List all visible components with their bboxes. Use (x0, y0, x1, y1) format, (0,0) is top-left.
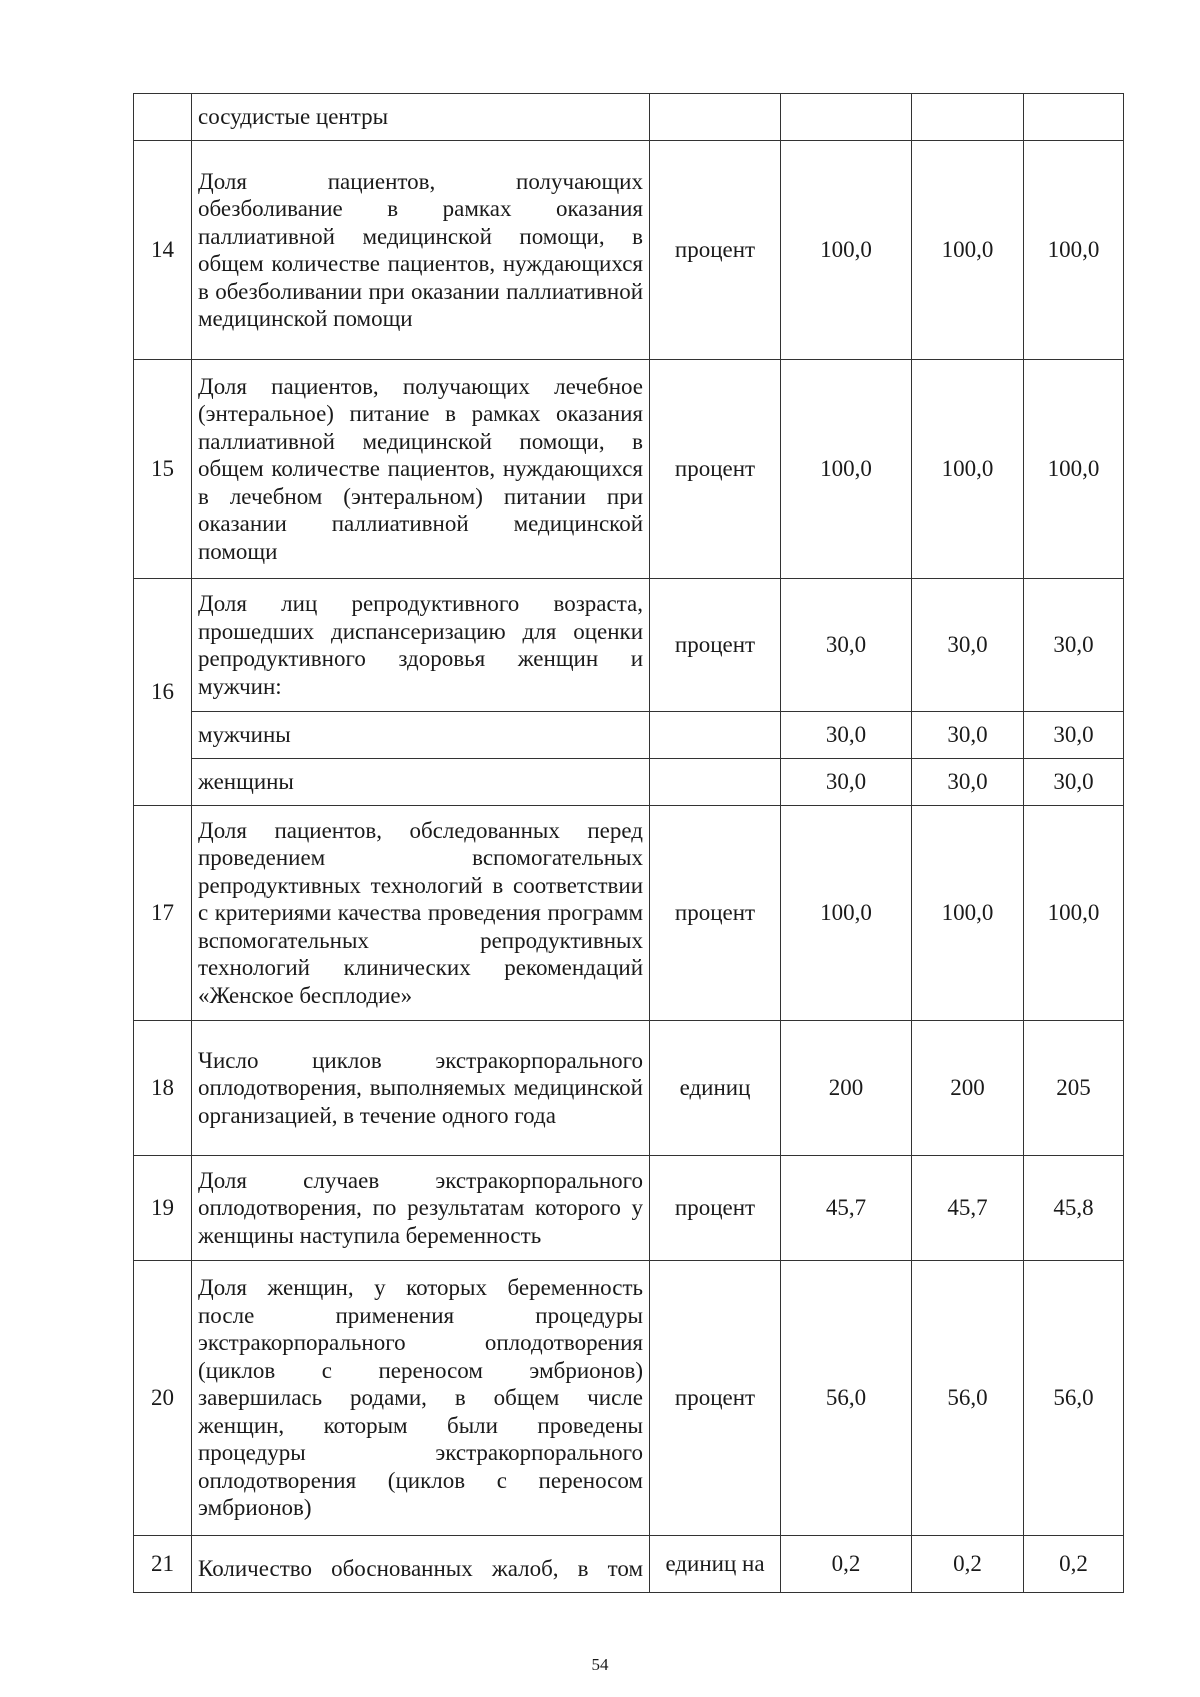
unit-cell: процент (650, 1156, 781, 1261)
table-row (134, 1536, 1124, 1593)
value-cell: 0,2 (912, 1536, 1024, 1593)
table-row (134, 579, 1124, 712)
value-cell: 100,0 (912, 141, 1024, 360)
value-cell: 100,0 (781, 806, 912, 1021)
value-cell: 205 (1024, 1021, 1124, 1156)
value-cell: 45,7 (781, 1156, 912, 1261)
unit-cell: процент (650, 141, 781, 360)
value-cell: 30,0 (912, 579, 1024, 712)
row-number-cell: 20 (134, 1261, 192, 1536)
page-number: 54 (591, 1655, 609, 1674)
table-row (134, 1261, 1124, 1536)
indicator-description: Доля пациентов, получающих обезболивание в рамках оказания паллиативной медицинской помощи, в общем количестве пациентов, нуждающихся в обезболивании при оказании паллиативной медицинской помощи (192, 141, 650, 360)
row-number-cell: 17 (134, 806, 192, 1021)
value-cell: 45,7 (912, 1156, 1024, 1261)
value-cell: 0,2 (1024, 1536, 1124, 1593)
indicator-description: женщины (192, 759, 650, 806)
value-cell: 200 (912, 1021, 1024, 1156)
indicator-description: сосудистые центры (192, 94, 650, 141)
unit-cell: процент (650, 806, 781, 1021)
table-row (134, 94, 1124, 141)
value-cell: 200 (781, 1021, 912, 1156)
indicator-description: Доля женщин, у которых беременность после применения процедуры экстракорпорального оплодотворения (циклов с переносом эмбрионов) завершилась родами, в общем числе женщин, которым были проведены процедуры экстракорпорального оплодотворения (циклов с переносом эмбрионов) (192, 1261, 650, 1536)
value-cell: 100,0 (1024, 360, 1124, 579)
indicator-description: Доля пациентов, обследованных перед проведением вспомогательных репродуктивных технологий в соответствии с критериями качества проведения программ вспомогательных репродуктивных технологий клинических рекомендаций «Женское бесплодие» (192, 806, 650, 1021)
unit-cell: единиц на (650, 1536, 781, 1593)
value-cell: 100,0 (1024, 141, 1124, 360)
value-cell: 30,0 (912, 759, 1024, 806)
value-cell: 56,0 (1024, 1261, 1124, 1536)
row-number-cell: 19 (134, 1156, 192, 1261)
value-cell (1024, 94, 1124, 141)
table-row (134, 1156, 1124, 1261)
unit-cell (650, 712, 781, 759)
indicator-description: Доля случаев экстракорпорального оплодотворения, по результатам которого у женщины наступила беременность (192, 1156, 650, 1261)
value-cell: 100,0 (1024, 806, 1124, 1021)
indicator-description: Количество обоснованных жалоб, в том (192, 1536, 650, 1593)
unit-cell: единиц (650, 1021, 781, 1156)
row-number-cell: 15 (134, 360, 192, 579)
value-cell: 30,0 (781, 579, 912, 712)
table-row (134, 712, 1124, 759)
indicator-description: Число циклов экстракорпорального оплодотворения, выполняемых медицинской организацией, в течение одного года (192, 1021, 650, 1156)
row-number-cell: 14 (134, 141, 192, 360)
row-number-cell (134, 94, 192, 141)
value-cell: 30,0 (912, 712, 1024, 759)
value-cell: 45,8 (1024, 1156, 1124, 1261)
value-cell: 56,0 (912, 1261, 1024, 1536)
value-cell: 30,0 (1024, 712, 1124, 759)
table-row (134, 806, 1124, 1021)
table-row (134, 1021, 1124, 1156)
unit-cell (650, 759, 781, 806)
table-row (134, 759, 1124, 806)
value-cell: 30,0 (781, 759, 912, 806)
row-number-cell: 18 (134, 1021, 192, 1156)
indicator-description: Доля лиц репродуктивного возраста, прошедших диспансеризацию для оценки репродуктивного здоровья женщин и мужчин: (192, 579, 650, 712)
indicator-description: мужчины (192, 712, 650, 759)
row-number-cell: 21 (134, 1536, 192, 1593)
value-cell: 100,0 (912, 360, 1024, 579)
table-row (134, 141, 1124, 360)
row-number-cell: 16 (134, 579, 192, 806)
value-cell: 0,2 (781, 1536, 912, 1593)
value-cell (912, 94, 1024, 141)
value-cell (781, 94, 912, 141)
unit-cell: процент (650, 579, 781, 712)
value-cell: 100,0 (781, 141, 912, 360)
table-row (134, 360, 1124, 579)
indicators-table (133, 93, 1124, 1593)
value-cell: 30,0 (1024, 579, 1124, 712)
value-cell: 56,0 (781, 1261, 912, 1536)
value-cell: 30,0 (1024, 759, 1124, 806)
unit-cell: процент (650, 1261, 781, 1536)
unit-cell (650, 94, 781, 141)
indicator-description: Доля пациентов, получающих лечебное (энтеральное) питание в рамках оказания паллиативной медицинской помощи, в общем количестве пациентов, нуждающихся в лечебном (энтеральном) питании при оказании паллиативной медицинской помощи (192, 360, 650, 579)
value-cell: 100,0 (912, 806, 1024, 1021)
unit-cell: процент (650, 360, 781, 579)
value-cell: 30,0 (781, 712, 912, 759)
value-cell: 100,0 (781, 360, 912, 579)
